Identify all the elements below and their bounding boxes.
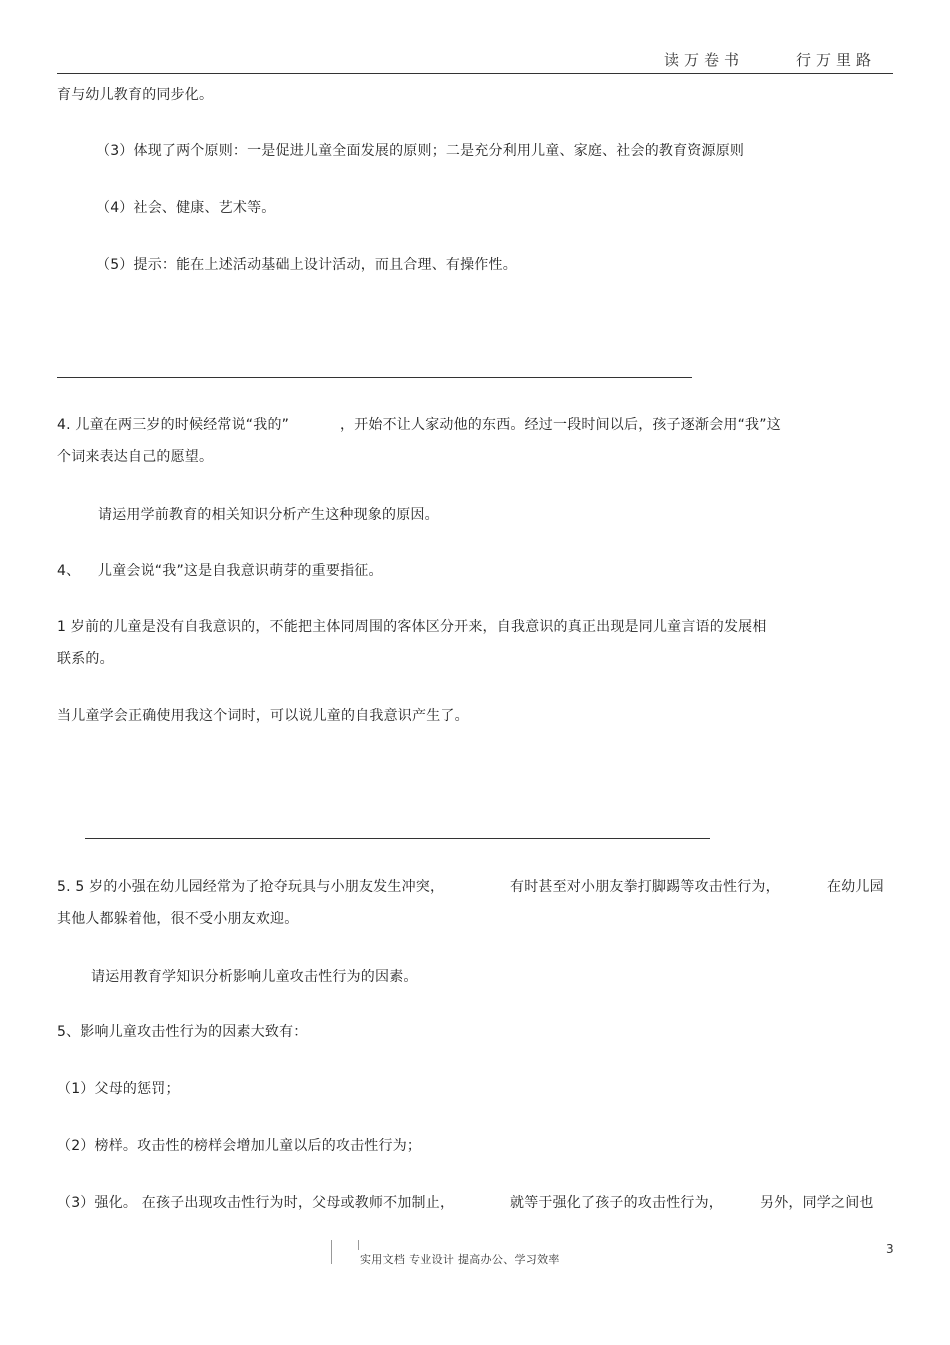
answer5-lead: 5、影响儿童攻击性行为的因素大致有：	[57, 1024, 308, 1040]
question4-line1-part2: ，开始不让人家动他的东西。经过一段时间以后，孩子逐渐会用“我”这	[340, 417, 781, 433]
section3-point-3: （3）体现了两个原则：一是促进儿童全面发展的原则；二是充分利用儿童、家庭、社会的教育资源原则	[96, 143, 745, 159]
answer5-item-3-part1: （3）强化。 在孩子出现攻击性行为时，父母或教师不加制止，	[57, 1195, 455, 1211]
answer4-para1-line1: 1 岁前的儿童是没有自我意识的，不能把主体同周围的客体区分开来，自我意识的真正出现是同儿童言语的发展相	[57, 619, 767, 635]
page-number: 3	[886, 1242, 894, 1256]
answer5-item-2: （2）榜样。攻击性的榜样会增加儿童以后的攻击性行为；	[57, 1138, 422, 1154]
separator-rule-1	[57, 377, 692, 378]
question4-line1-part1: 4. 儿童在两三岁的时候经常说“我的”	[57, 417, 290, 433]
question4-prompt: 请运用学前教育的相关知识分析产生这种现象的原因。	[98, 507, 439, 523]
question5-line1-part2: 有时甚至对小朋友拳打脚踢等攻击性行为，	[510, 879, 780, 895]
section3-point-5: （5）提示：能在上述活动基础上设计活动，而且合理、有操作性。	[96, 257, 517, 273]
answer5-item-1: （1）父母的惩罚；	[57, 1081, 180, 1097]
footer-slogan: 实用文档 专业设计 提高办公、学习效率	[360, 1253, 560, 1266]
header-motto-left: 读万卷书	[664, 51, 745, 69]
header-rule	[57, 73, 893, 74]
answer4-lead: 儿童会说“我”这是自我意识萌芽的重要指征。	[98, 563, 383, 579]
footer-divider	[331, 1240, 332, 1264]
separator-rule-2	[85, 838, 710, 839]
section3-point-4: （4）社会、健康、艺术等。	[96, 200, 276, 216]
answer5-item-3-part3: 另外，同学之间也	[760, 1195, 874, 1211]
question5-line1-part3: 在幼儿园	[827, 879, 884, 895]
footer-divider-short	[358, 1240, 359, 1250]
answer4-number: 4、	[57, 563, 81, 579]
header-motto-right: 行万里路	[796, 51, 877, 69]
answer4-para2: 当儿童学会正确使用我这个词时，可以说儿童的自我意识产生了。	[57, 708, 469, 724]
answer5-item-3-part2: 就等于强化了孩子的攻击性行为，	[510, 1195, 723, 1211]
question5-line2: 其他人都躲着他，很不受小朋友欢迎。	[57, 911, 299, 927]
question5-prompt: 请运用教育学知识分析影响儿童攻击性行为的因素。	[91, 969, 418, 985]
question4-line2: 个词来表达自己的愿望。	[57, 449, 214, 465]
question5-line1-part1: 5. 5 岁的小强在幼儿园经常为了抢夺玩具与小朋友发生冲突，	[57, 879, 445, 895]
answer4-para1-line2: 联系的。	[57, 651, 114, 667]
section3-continuation-line: 育与幼儿教育的同步化。	[57, 87, 214, 103]
